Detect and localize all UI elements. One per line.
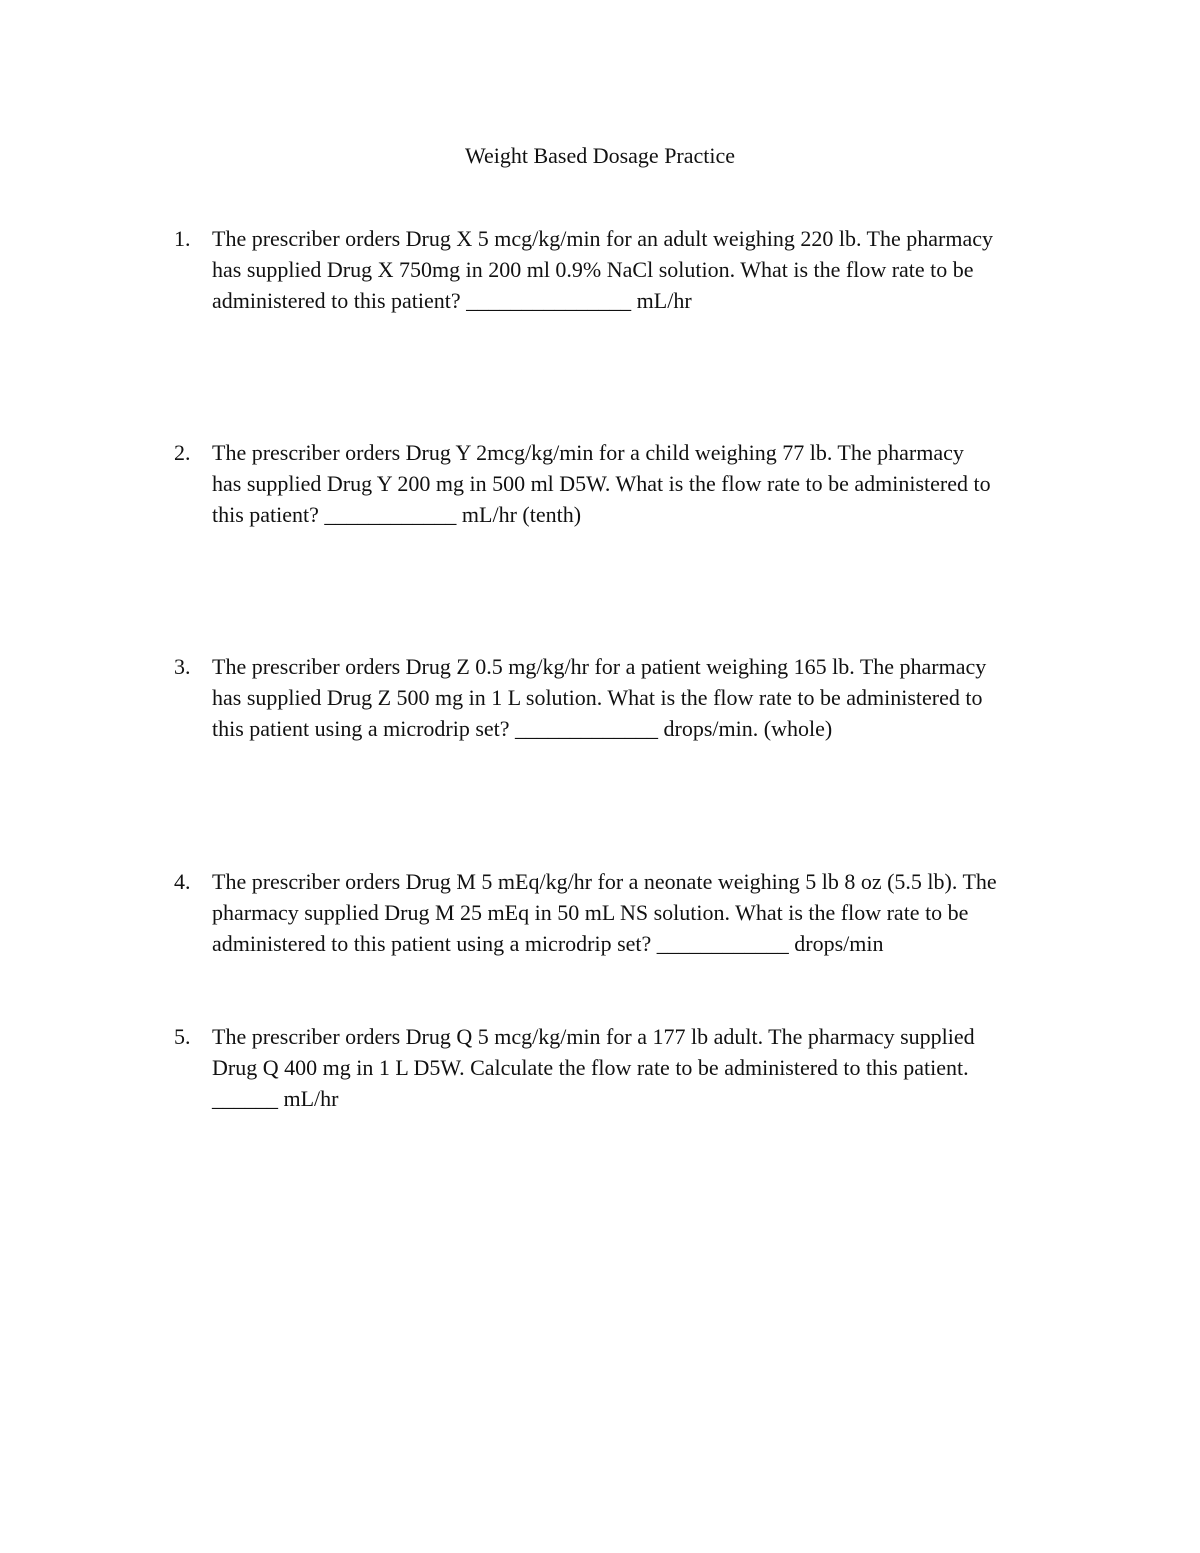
question-text-line: The prescriber orders Drug X 5 mcg/kg/min for an adult weighing 220 lb. The pharmacy [212,226,993,251]
question-text-line: has supplied Drug Y 200 mg in 500 ml D5W. What is the flow rate to be administered to [212,471,991,496]
question-answer-line: administered to this patient? _______________ mL/hr [212,288,692,313]
question-answer-line: this patient? ____________ mL/hr (tenth) [212,502,582,527]
question-number: 1. [174,226,191,251]
question-answer-line: ______ mL/hr [212,1086,339,1111]
question-text-line: Drug Q 400 mg in 1 L D5W. Calculate the flow rate to be administered to this patient. [212,1055,969,1080]
question-text-line: The prescriber orders Drug M 5 mEq/kg/hr for a neonate weighing 5 lb 8 oz (5.5 lb). The [212,869,997,894]
question-text-line: pharmacy supplied Drug M 25 mEq in 50 mL NS solution. What is the flow rate to be [212,900,969,925]
question-number: 2. [174,440,191,465]
question-text-line: has supplied Drug Z 500 mg in 1 L solution. What is the flow rate to be administered to [212,685,983,710]
question-text-line: The prescriber orders Drug Q 5 mcg/kg/min for a 177 lb adult. The pharmacy supplied [212,1024,975,1049]
question-number: 4. [174,869,191,894]
question-answer-line: administered to this patient using a microdrip set? ____________ drops/min [212,931,884,956]
question-number: 3. [174,654,191,679]
question-text-line: The prescriber orders Drug Z 0.5 mg/kg/hr for a patient weighing 165 lb. The pharmacy [212,654,987,679]
question-text-line: has supplied Drug X 750mg in 200 ml 0.9% NaCl solution. What is the flow rate to be [212,257,974,282]
question-answer-line: this patient using a microdrip set? _____________ drops/min. (whole) [212,716,833,741]
question-text-line: The prescriber orders Drug Y 2mcg/kg/min for a child weighing 77 lb. The pharmacy [212,440,964,465]
page-title: Weight Based Dosage Practice [464,143,736,168]
question-number: 5. [174,1024,191,1049]
